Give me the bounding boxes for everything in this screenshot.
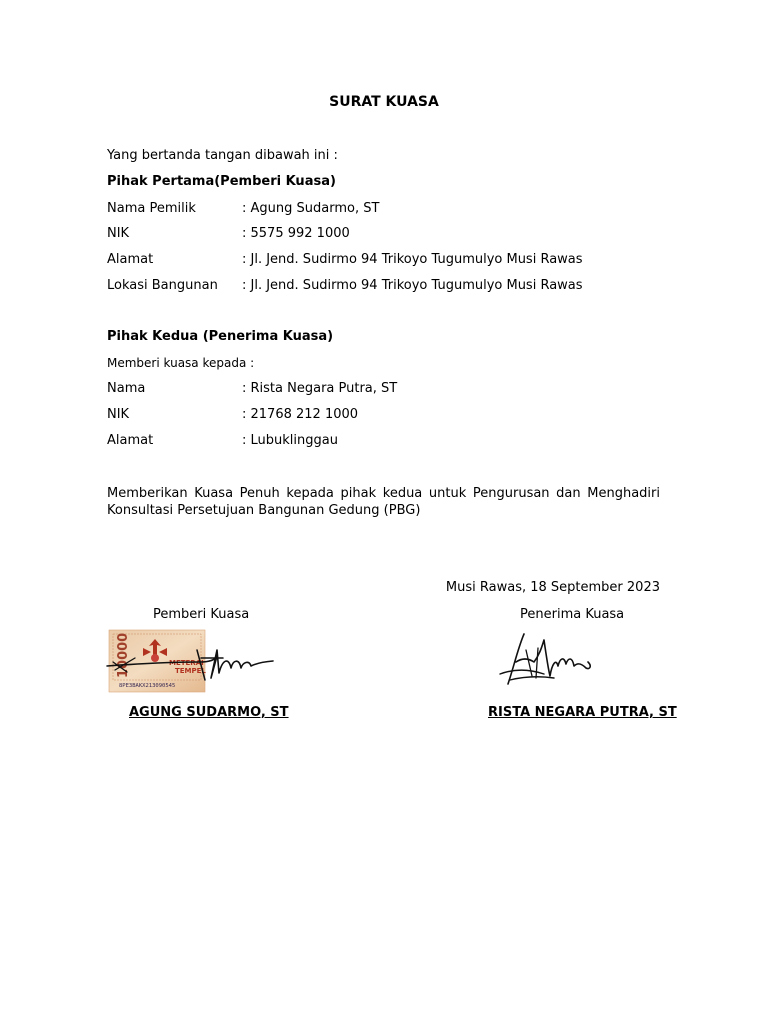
second-party-address-label: Alamat xyxy=(107,433,154,448)
place-date: Musi Rawas, 18 September 2023 xyxy=(445,580,660,595)
document-title: SURAT KUASA xyxy=(329,94,439,110)
stamp-serial: 8PE3BAKX213090545 xyxy=(119,683,176,689)
giver-role-label: Pemberi Kuasa xyxy=(153,607,250,622)
statement-paragraph: Memberikan Kuasa Penuh kepada pihak kedua untuk Pengurusan dan Menghadiri Konsultasi Persetujuan Bangunan Gedung (PBG) xyxy=(107,486,660,518)
second-party-nik-value: : 21768 212 1000 xyxy=(242,407,359,422)
first-party-heading: Pihak Pertama(Pemberi Kuasa) xyxy=(107,174,336,189)
first-party-nik-label: NIK xyxy=(107,226,130,241)
giver-name: AGUNG SUDARMO, ST xyxy=(129,705,289,720)
receiver-name: RISTA NEGARA PUTRA, ST xyxy=(488,705,677,720)
intro-text: Yang bertanda tangan dibawah ini : xyxy=(107,148,338,163)
first-party-name-label: Nama Pemilik xyxy=(107,201,196,216)
second-party-nik-label: NIK xyxy=(107,407,130,422)
second-party-heading: Pihak Kedua (Penerima Kuasa) xyxy=(107,329,334,344)
receiver-role-label: Penerima Kuasa xyxy=(520,607,625,622)
stamp-amount: 10000 xyxy=(116,632,131,678)
second-party-address-value: : Lubuklinggau xyxy=(242,433,338,448)
building-location-label: Lokasi Bangunan xyxy=(107,278,218,293)
building-location-value: : Jl. Jend. Sudirmo 94 Trikoyo Tugumulyo Musi Rawas xyxy=(242,278,583,293)
stamp-label-bottom: TEMPEL xyxy=(175,667,206,675)
receiver-signature xyxy=(496,628,596,690)
second-party-name-value: : Rista Negara Putra, ST xyxy=(242,381,398,396)
first-party-nik-value: : 5575 992 1000 xyxy=(242,226,350,241)
first-party-address-label: Alamat xyxy=(107,252,154,267)
stamp-label-top: METERAI xyxy=(169,659,204,667)
first-party-address-value: : Jl. Jend. Sudirmo 94 Trikoyo Tugumulyo Musi Rawas xyxy=(242,252,583,267)
giver-signature xyxy=(105,638,275,688)
second-party-name-label: Nama xyxy=(107,381,146,396)
second-party-subheading: Memberi kuasa kepada : xyxy=(107,356,255,370)
first-party-name-value: : Agung Sudarmo, ST xyxy=(242,201,380,216)
